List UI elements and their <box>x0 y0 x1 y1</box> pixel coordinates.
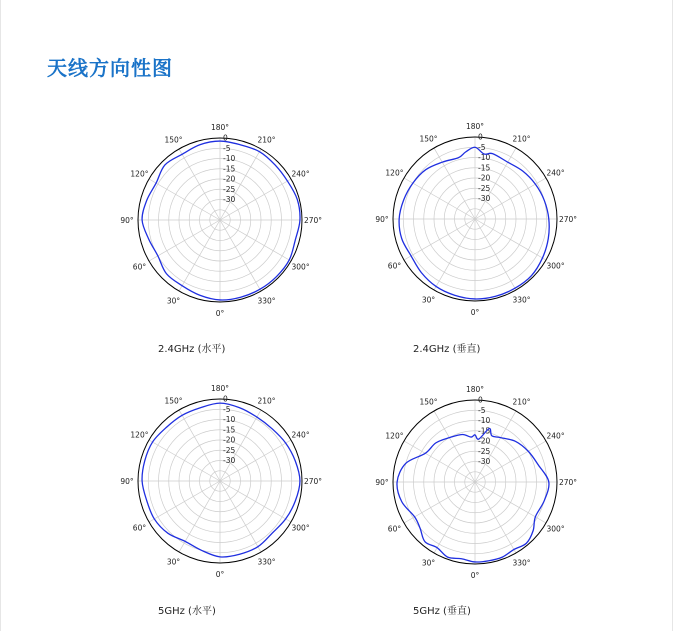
angle-tick-label: 120° <box>130 430 149 440</box>
radial-tick-label: -20 <box>478 436 491 446</box>
radial-tick-label: -20 <box>478 173 491 183</box>
angle-tick-label: 180° <box>465 385 485 394</box>
grid-spoke <box>404 441 475 482</box>
angle-tick-label: 330° <box>512 295 531 305</box>
radial-tick-label: 0 <box>478 395 483 405</box>
angle-tick-label: 0° <box>215 570 225 579</box>
grid-spoke <box>220 220 291 261</box>
angle-tick-label: 60° <box>387 524 402 534</box>
angle-tick-label: 240° <box>546 168 565 178</box>
grid-spoke <box>434 482 475 553</box>
angle-tick-label: 150° <box>164 135 183 145</box>
grid-spoke <box>149 481 220 522</box>
chart-caption: 5GHz (垂直) <box>413 606 471 617</box>
grid-spoke <box>434 411 475 482</box>
radial-tick-label: -20 <box>223 174 236 184</box>
radial-tick-label: -5 <box>478 142 486 152</box>
radial-tick-label: -25 <box>478 446 491 456</box>
angle-tick-label: 30° <box>421 558 436 568</box>
angle-tick-label: 330° <box>257 296 276 306</box>
angle-tick-label: 150° <box>419 397 438 407</box>
grid-spoke <box>404 219 475 260</box>
radial-tick-label: -10 <box>223 154 236 163</box>
angle-tick-label: 270° <box>303 216 323 225</box>
radial-tick-label: -10 <box>478 153 491 162</box>
angle-tick-label: 210° <box>257 135 276 145</box>
radial-tick-label: -25 <box>223 445 236 455</box>
grid-spoke <box>149 220 220 261</box>
angle-tick-label: 0° <box>470 571 480 580</box>
angle-tick-label: 90° <box>120 216 134 225</box>
polar-chart-svg <box>100 361 340 601</box>
angle-tick-label: 270° <box>303 477 323 486</box>
angle-tick-label: 150° <box>419 134 438 144</box>
grid-spoke <box>220 481 261 552</box>
grid-spoke <box>475 219 516 290</box>
angle-tick-label: 30° <box>421 295 436 305</box>
angle-tick-label: 300° <box>291 523 310 533</box>
angle-tick-label: 120° <box>385 431 404 441</box>
polar-chart-2g-vertical <box>355 99 595 339</box>
angle-tick-label: 120° <box>130 169 149 179</box>
angle-tick-label: 60° <box>387 261 402 271</box>
angle-tick-label: 240° <box>291 430 310 440</box>
angle-tick-label: 210° <box>512 134 531 144</box>
angle-tick-label: 270° <box>558 478 578 487</box>
angle-tick-label: 270° <box>558 215 578 224</box>
angle-tick-label: 90° <box>120 477 134 486</box>
radial-tick-label: -25 <box>478 183 491 193</box>
angle-tick-label: 60° <box>132 262 147 272</box>
radial-tick-label: -5 <box>478 405 486 415</box>
polar-chart-5g-horizontal <box>100 361 340 601</box>
radial-tick-label: 0 <box>478 132 483 142</box>
radial-tick-label: -15 <box>478 426 491 436</box>
radial-tick-label: -5 <box>223 143 231 153</box>
grid-spoke <box>149 440 220 481</box>
radial-tick-label: -10 <box>223 415 236 424</box>
grid-spoke <box>434 219 475 290</box>
angle-tick-label: 90° <box>375 478 389 487</box>
polar-chart-5g-vertical <box>355 362 595 602</box>
radial-tick-label: -15 <box>223 425 236 435</box>
angle-tick-label: 90° <box>375 215 389 224</box>
polar-chart-svg <box>355 99 595 339</box>
angle-tick-label: 30° <box>166 557 181 567</box>
angle-tick-label: 300° <box>291 262 310 272</box>
angle-tick-label: 300° <box>546 261 565 271</box>
radial-tick-label: -30 <box>478 457 491 466</box>
angle-tick-label: 240° <box>291 169 310 179</box>
radial-tick-label: -10 <box>478 416 491 425</box>
angle-tick-label: 240° <box>546 431 565 441</box>
radial-tick-label: -15 <box>223 164 236 174</box>
grid-spoke <box>179 410 220 481</box>
angle-tick-label: 150° <box>164 396 183 406</box>
radial-tick-label: -30 <box>223 195 236 204</box>
angle-tick-label: 180° <box>210 384 230 393</box>
radiation-pattern-trace <box>399 147 549 299</box>
angle-tick-label: 210° <box>257 396 276 406</box>
grid-spoke <box>220 220 261 291</box>
radial-tick-label: 0 <box>223 133 228 143</box>
chart-caption: 5GHz (水平) <box>158 606 216 617</box>
chart-caption: 2.4GHz (垂直) <box>413 344 481 355</box>
radial-tick-label: -5 <box>223 404 231 414</box>
grid-spoke <box>179 220 220 291</box>
angle-tick-label: 0° <box>215 309 225 318</box>
grid-spoke <box>220 481 291 522</box>
chart-caption: 2.4GHz (水平) <box>158 344 226 355</box>
radial-tick-label: -20 <box>223 435 236 445</box>
grid-spoke <box>404 178 475 219</box>
polar-chart-svg <box>100 100 340 340</box>
polar-chart-2g-horizontal <box>100 100 340 340</box>
angle-tick-label: 330° <box>512 558 531 568</box>
radial-tick-label: -15 <box>478 163 491 173</box>
angle-tick-label: 180° <box>465 122 485 131</box>
angle-tick-label: 0° <box>470 308 480 317</box>
angle-tick-label: 30° <box>166 296 181 306</box>
grid-spoke <box>179 149 220 220</box>
radial-tick-label: -25 <box>223 184 236 194</box>
angle-tick-label: 300° <box>546 524 565 534</box>
grid-spoke <box>149 179 220 220</box>
grid-spoke <box>475 219 546 260</box>
polar-chart-svg <box>355 362 595 602</box>
grid-spoke <box>475 482 516 553</box>
angle-tick-label: 330° <box>257 557 276 567</box>
radial-tick-label: -30 <box>223 456 236 465</box>
angle-tick-label: 180° <box>210 123 230 132</box>
angle-tick-label: 60° <box>132 523 147 533</box>
page-title: 天线方向性图 <box>47 56 173 80</box>
radial-tick-label: -30 <box>478 194 491 203</box>
angle-tick-label: 120° <box>385 168 404 178</box>
radial-tick-label: 0 <box>223 394 228 404</box>
angle-tick-label: 210° <box>512 397 531 407</box>
